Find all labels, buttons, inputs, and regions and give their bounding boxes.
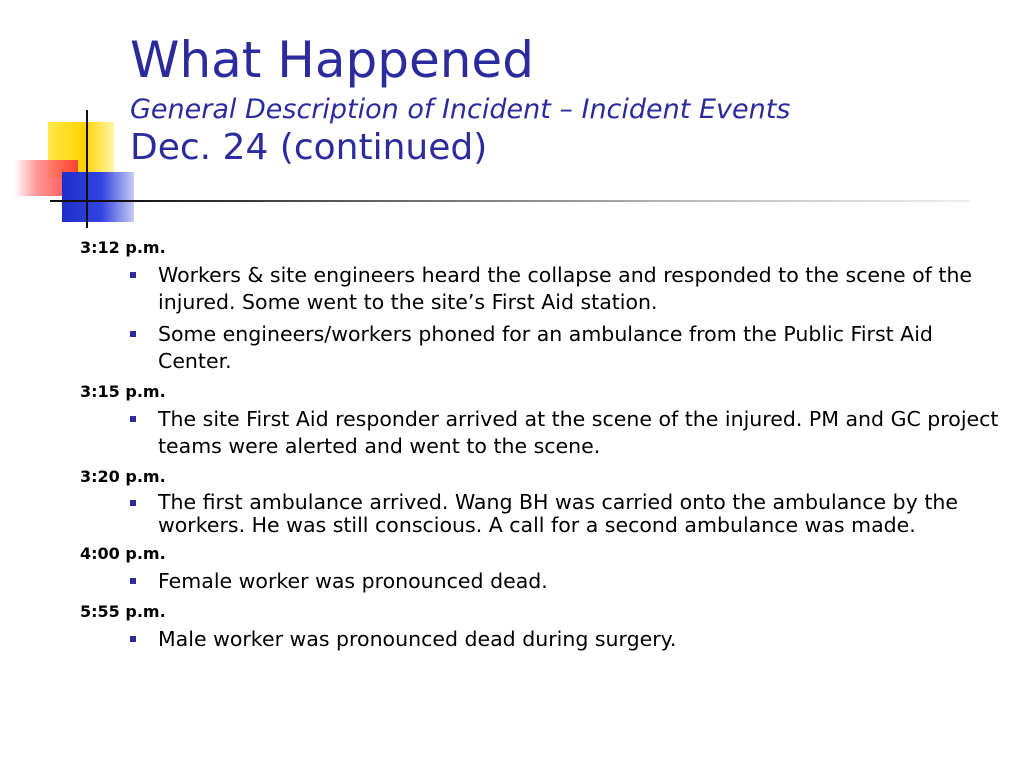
- event-item-list: [80, 406, 1000, 460]
- event-item: [80, 491, 1000, 537]
- bullet-square-icon: [130, 272, 136, 278]
- event-item-text: Some engineers/workers phoned for an ambulance from the Public First Aid Center.: [158, 322, 933, 373]
- bullet-square-icon: [130, 636, 136, 642]
- event-item-text: Female worker was pronounced dead.: [158, 569, 548, 593]
- event-item-text: Workers & site engineers heard the collapse and responded to the scene of the injured. Some went to the site’s First Aid station.: [158, 263, 973, 314]
- event-item-text: Male worker was pronounced dead during surgery.: [158, 627, 677, 651]
- title-block: [130, 30, 790, 170]
- event-item-text: The first ambulance arrived. Wang BH was carried onto the ambulance by the workers. He was still conscious. A call for a second ambulance was made.: [158, 490, 958, 537]
- event-item-list: [80, 568, 1000, 595]
- blue-square-decoration: [62, 172, 134, 222]
- slide-title: What Happened: [130, 31, 534, 89]
- decorative-logo-graphic: [0, 0, 140, 230]
- event-time: 3:20 p.m.: [80, 467, 166, 486]
- slide-date-heading: Dec. 24 (continued): [130, 127, 488, 168]
- bullet-square-icon: [130, 578, 136, 584]
- event-timeline: [80, 236, 1000, 658]
- event-time: 3:12 p.m.: [80, 238, 166, 257]
- event-item: [80, 626, 1000, 653]
- bullet-square-icon: [130, 416, 136, 422]
- bullet-square-icon: [130, 331, 136, 337]
- event-time: 5:55 p.m.: [80, 602, 166, 621]
- slide-subtitle: General Description of Incident – Incident Events: [130, 94, 791, 125]
- event-item-list: [80, 491, 1000, 537]
- bullet-square-icon: [130, 500, 136, 506]
- event-time: 4:00 p.m.: [80, 544, 166, 563]
- event-item: [80, 262, 1000, 316]
- event-item: [80, 321, 1000, 375]
- event-item: [80, 568, 1000, 595]
- event-item: [80, 406, 1000, 460]
- event-item-list: [80, 626, 1000, 653]
- title-underline-rule: [50, 200, 970, 202]
- vertical-rule-decoration: [86, 110, 88, 228]
- event-time: 3:15 p.m.: [80, 382, 166, 401]
- event-item-text: The site First Aid responder arrived at the scene of the injured. PM and GC project teams were alerted and went to the scene.: [158, 407, 999, 458]
- event-item-list: [80, 262, 1000, 375]
